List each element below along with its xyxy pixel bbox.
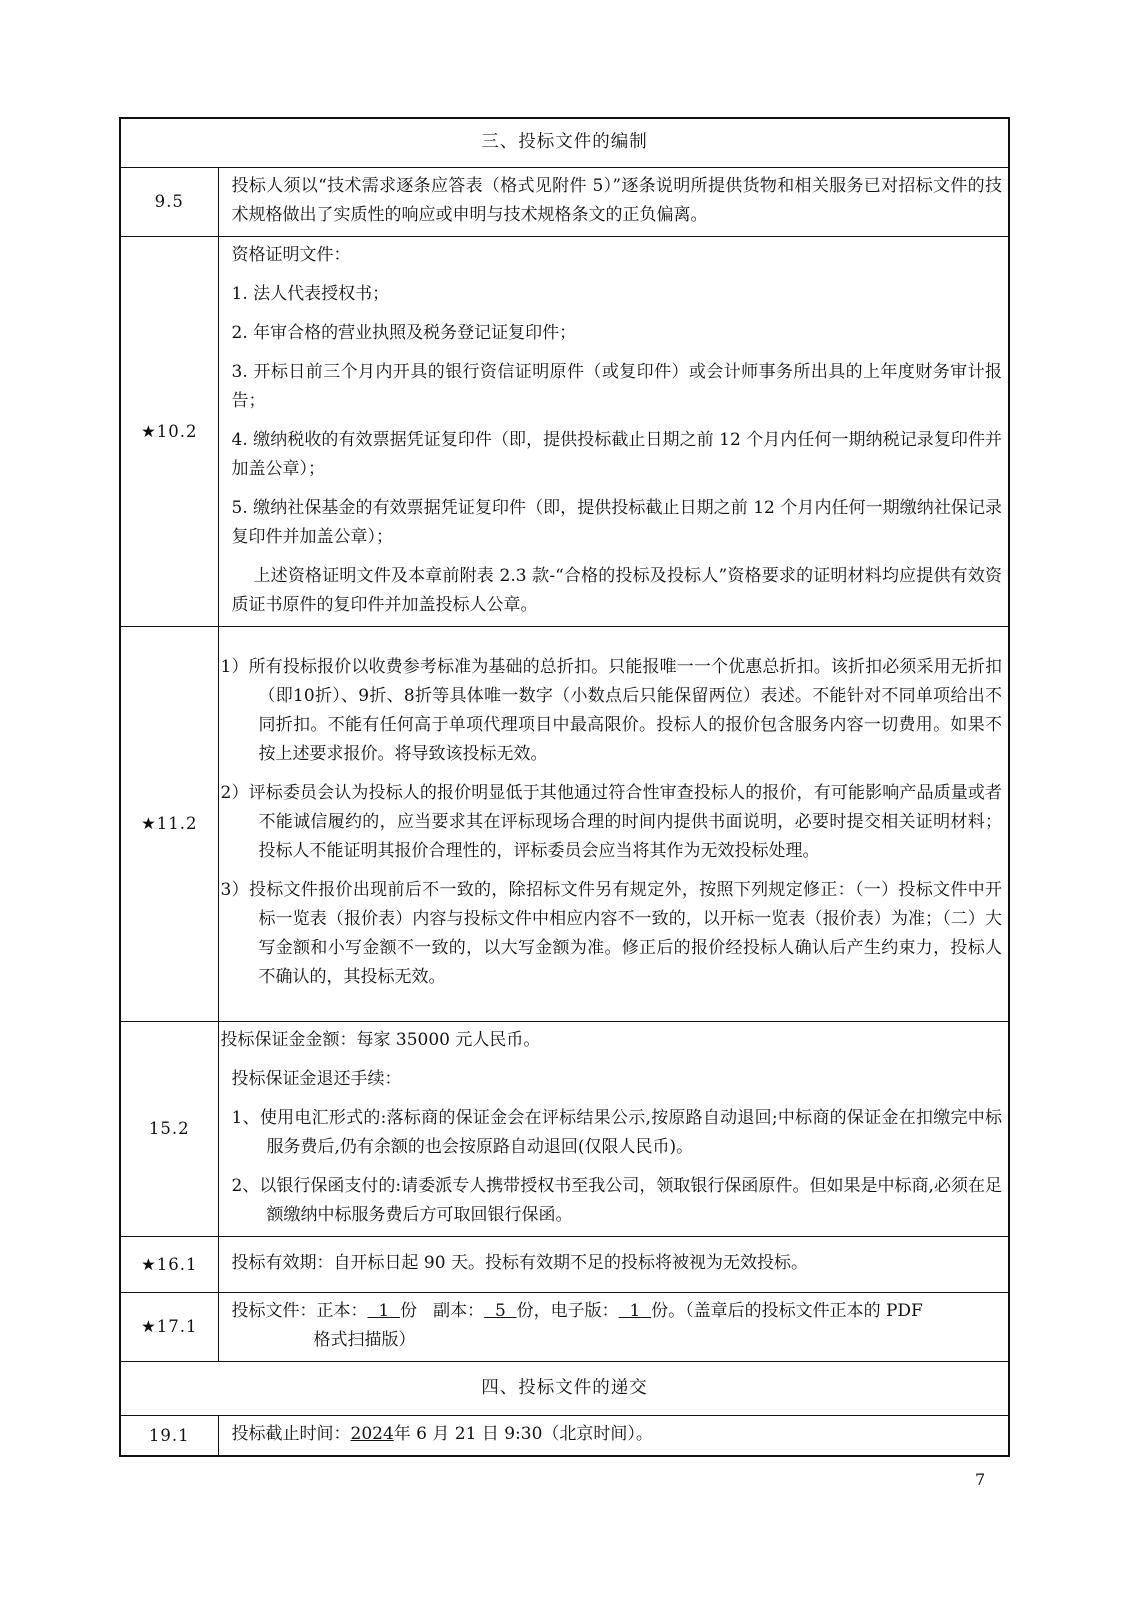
pricing-rule: 3）投标文件报价出现前后不一致的，除招标文件另有规定外，按照下列规定修正：（一）投标文件中开标一览表（报价表）内容与投标文件中相应内容不一致的，以开标一览表（报价表）为准；（二）大写金额和小写金额不一致的，以大写金额为准。修正后的报价经投标人确认后产生约束力，投标人不确认的，其投标无效。 bbox=[220, 880, 1002, 987]
qualification-documents bbox=[218, 236, 1009, 626]
deposit-amount: 投标保证金金额：每家 35000 元人民币。 bbox=[220, 1029, 541, 1050]
refund-item: 2、以银行保函支付的:请委派专人携带授权书至我公司，领取银行保函原件。但如果是中标商,必须在足额缴纳中标服务费后方可取回银行保函。 bbox=[231, 1175, 1002, 1225]
deadline-rest: 年 6 月 21 日 9:30（北京时间）。 bbox=[393, 1423, 653, 1444]
deadline-label: 投标截止时间： bbox=[231, 1423, 351, 1444]
section3-header-row bbox=[120, 118, 1009, 167]
qualification-closing: 上述资格证明文件及本章前附表 2.3 款-“合格的投标及投标人”资格要求的证明材料均应提供有效资质证书原件的复印件并加盖投标人公章。 bbox=[231, 565, 1002, 615]
electronic-count: 1 bbox=[629, 1300, 641, 1321]
row-19-1 bbox=[120, 1415, 1009, 1456]
bid-copies-tail: 份。（盖章后的投标文件正本的 PDF bbox=[651, 1300, 923, 1321]
qualification-item: 5. 缴纳社保基金的有效票据凭证复印件（即，提供投标截止日期之前 12 个月内任何一期缴纳社保记录复印件并加盖公章）； bbox=[231, 497, 1002, 547]
clause-text: 投标人须以“技术需求逐条应答表（格式见附件 5）”逐条说明所提供货物和相关服务已对招标文件的技术规格做出了实质性的响应或申明与技术规格条文的正负偏离。 bbox=[218, 167, 1009, 236]
refund-item: 1、使用电汇形式的:落标商的保证金会在评标结果公示,按原路自动退回;中标商的保证金在扣缴完中标服务费后,仍有余额的也会按原路自动退回(仅限人民币)。 bbox=[231, 1107, 1002, 1157]
copy-count: 5 bbox=[494, 1300, 506, 1321]
row-16-1 bbox=[120, 1236, 1009, 1292]
clause-number: 19.1 bbox=[120, 1415, 218, 1456]
pricing-rules bbox=[218, 626, 1009, 1021]
pricing-rule: 1）所有投标报价以收费参考标准为基础的总折扣。只能报唯一一个优惠总折扣。该折扣必须采用无折扣（即10折）、9折、8折等具体唯一数字（小数点后只能保留两位）表述。不能针对不同单项给出不同折扣。不能有任何高于单项代理项目中最高限价。投标人的报价包含服务内容一切费用。如果不按上述要求报价。将导致该投标无效。 bbox=[220, 657, 1002, 764]
clause-number: ★17.1 bbox=[120, 1292, 218, 1361]
section4-header-row bbox=[120, 1361, 1009, 1415]
qualification-item: 4. 缴纳税收的有效票据凭证复印件（即，提供投标截止日期之前 12 个月内任何一期纳税记录复印件并加盖公章）； bbox=[231, 429, 1002, 479]
row-10-2 bbox=[120, 236, 1009, 626]
qualification-item: 1. 法人代表授权书； bbox=[231, 283, 390, 304]
qualification-item: 3. 开标日前三个月内开具的银行资信证明原件（或复印件）或会计师事务所出具的上年度财务审计报告； bbox=[231, 361, 1002, 411]
bidding-table bbox=[119, 117, 1010, 1457]
row-17-1 bbox=[120, 1292, 1009, 1361]
copy-label: 副本： bbox=[433, 1300, 485, 1321]
row-15-2 bbox=[120, 1021, 1009, 1236]
original-count: 1 bbox=[378, 1300, 390, 1321]
bid-copies bbox=[218, 1292, 1009, 1361]
clause-number: ★16.1 bbox=[120, 1236, 218, 1292]
unit-label: 份 bbox=[399, 1300, 417, 1321]
deadline bbox=[218, 1415, 1009, 1456]
refund-title: 投标保证金退还手续： bbox=[231, 1068, 402, 1089]
qualification-intro: 资格证明文件： bbox=[231, 244, 351, 265]
row-11-2 bbox=[120, 626, 1009, 1021]
deposit-info bbox=[218, 1021, 1009, 1236]
bid-copies-line bbox=[232, 1297, 1003, 1326]
bid-copies-label: 投标文件：正本： bbox=[231, 1300, 368, 1321]
clause-text: 投标有效期：自开标日起 90 天。投标有效期不足的投标将被视为无效投标。 bbox=[218, 1236, 1009, 1292]
row-9-5 bbox=[120, 167, 1009, 236]
clause-number: ★11.2 bbox=[120, 626, 218, 1021]
pricing-rule: 2）评标委员会认为投标人的报价明显低于其他通过符合性审查投标人的报价，有可能影响产品质量或者不能诚信履约的，应当要求其在评标现场合理的时间内提供书面说明，必要时提交相关证明材料；投标人不能证明其报价合理性的，评标委员会应当将其作为无效投标处理。 bbox=[220, 783, 1002, 861]
section3-title: 三、投标文件的编制 bbox=[120, 118, 1009, 167]
qualification-item: 2. 年审合格的营业执照及税务登记证复印件； bbox=[231, 322, 577, 343]
electronic-label: 份，电子版： bbox=[516, 1300, 619, 1321]
section4-title: 四、投标文件的递交 bbox=[120, 1361, 1009, 1415]
page-number: 7 bbox=[975, 1470, 986, 1489]
clause-number: 9.5 bbox=[120, 167, 218, 236]
bid-copies-tail2: 格式扫描版） bbox=[313, 1329, 416, 1350]
deadline-year: 2024 bbox=[350, 1423, 394, 1444]
clause-number: ★10.2 bbox=[120, 236, 218, 626]
clause-number: 15.2 bbox=[120, 1021, 218, 1236]
